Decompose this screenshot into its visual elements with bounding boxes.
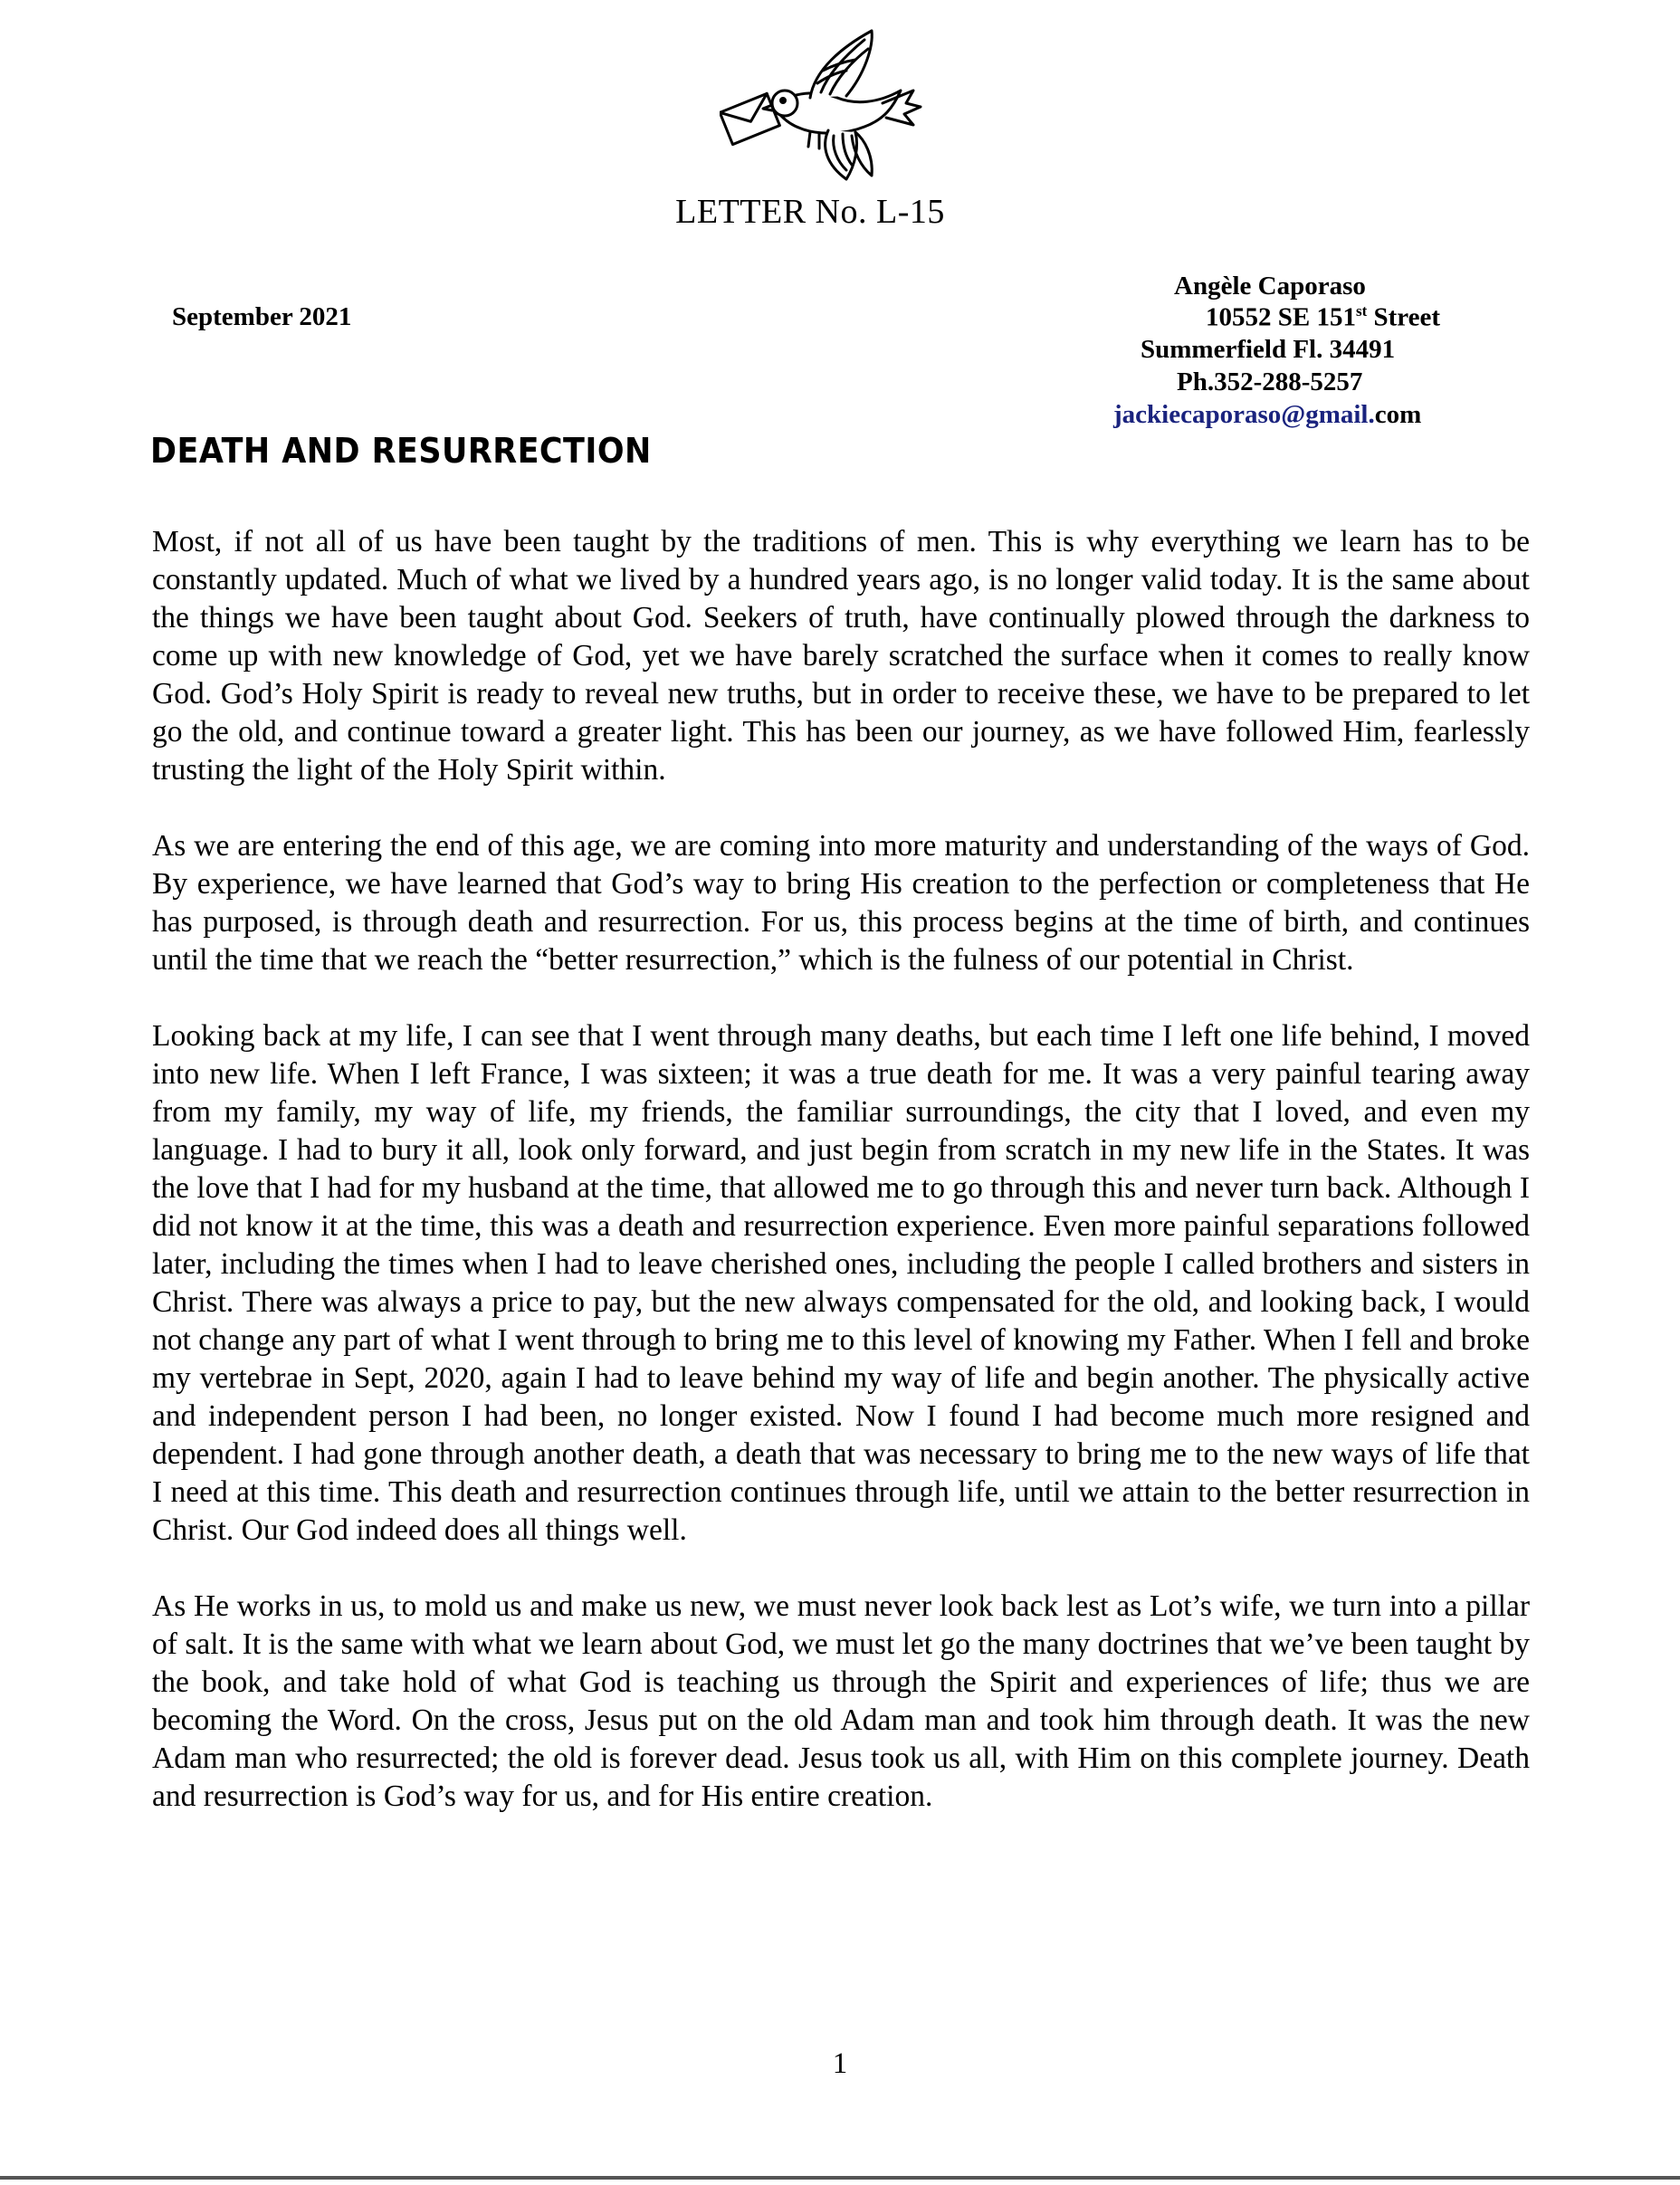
- letter-title: DEATH AND RESURRECTION: [150, 431, 652, 471]
- letter-number: LETTER No. L-15: [675, 193, 945, 231]
- street-number: 10552 SE 151: [1206, 302, 1356, 332]
- street-suffix: st: [1355, 302, 1368, 320]
- sender-email[interactable]: [1113, 400, 1421, 430]
- paragraph: As He works in us, to mold us and make us new, we must never look back lest as Lot’s wife, we turn into a pillar of salt. It is the same with what we learn about God, we must let go the many doctrines that we’ve been taught by the book, and take hold of what God is teaching us through the Spirit and experiences of life; thus we are becoming the Word. On the cross, Jesus put on the old Adam man and took him through death. It was the new Adam man who resurrected; the old is forever dead. Jesus took us all, with Him on this complete journey. Death and resurrection is God’s way for us, and for His entire creation.: [152, 1589, 1530, 1813]
- sender-street: [1206, 302, 1440, 333]
- dove-with-letter-icon: [720, 20, 928, 192]
- letter-body: [152, 523, 1530, 1854]
- letter-date: September 2021: [172, 302, 352, 331]
- email-tld: com: [1374, 400, 1422, 429]
- sender-name: Angèle Caporaso: [1174, 272, 1366, 301]
- paragraph: Most, if not all of us have been taught by the traditions of men. This is why everything we learn has to be constantly updated. Much of what we lived by a hundred years ago, is no longer valid today. It is the same about the things we have been taught about God. Seekers of truth, have continually plowed through the darkness to come up with new knowledge of God, yet we have barely scratched the surface when it comes to really know God. God’s Holy Spirit is ready to reveal new truths, but in order to receive these, we have to be prepared to let go the old, and continue toward a greater light. This has been our journey, as we have followed Him, fearlessly trusting the light of the Holy Spirit within.: [152, 525, 1530, 787]
- sender-city: Summerfield Fl. 34491: [1141, 335, 1396, 364]
- paragraph: As we are entering the end of this age, we are coming into more maturity and understanding of the ways of God. By experience, we have learned that God’s way to bring His creation to the perfection or completeness that He has purposed, is through death and resurrection. For us, this process begins at the time of birth, and continues until the time that we reach the “better resurrection,” which is the fulness of our potential in Christ.: [152, 829, 1530, 977]
- street-name: Street: [1367, 302, 1441, 332]
- sender-phone: Ph.352-288-5257: [1177, 367, 1363, 396]
- page-bottom-divider: [0, 2176, 1680, 2180]
- email-user: jackiecaporaso@gmail.: [1113, 400, 1375, 429]
- paragraph: Looking back at my life, I can see that I went through many deaths, but each time I left one life behind, I moved into new life. When I left France, I was sixteen; it was a true death for me. It was a very painful tearing away from my family, my way of life, my friends, the familiar surroundings, the city that I loved, and even my language. I had to bury it all, look only forward, and just begin from scratch in my new life in the States. It was the love that I had for my husband at the time, that allowed me to go through this and never turn back. Although I did not know it at the time, this was a death and resurrection experience. Even more painful separations followed later, including the times when I had to leave cherished ones, including the people I called brothers and sisters in Christ. There was always a price to pay, but the new always compensated for the old, and looking back, I would not change any part of what I went through to bring me to this level of knowing my Father. When I fell and broke my vertebrae in Sept, 2020, again I had to leave behind my way of life and begin another. The physically active and independent person I had been, no longer existed. Now I found I had become much more resigned and dependent. I had gone through another death, a death that was necessary to bring me to the new ways of life that I need at this time. This death and resurrection continues through life, until we attain to the better resurrection in Christ. Our God indeed does all things well.: [152, 1019, 1530, 1547]
- page-number: 1: [832, 2047, 848, 2080]
